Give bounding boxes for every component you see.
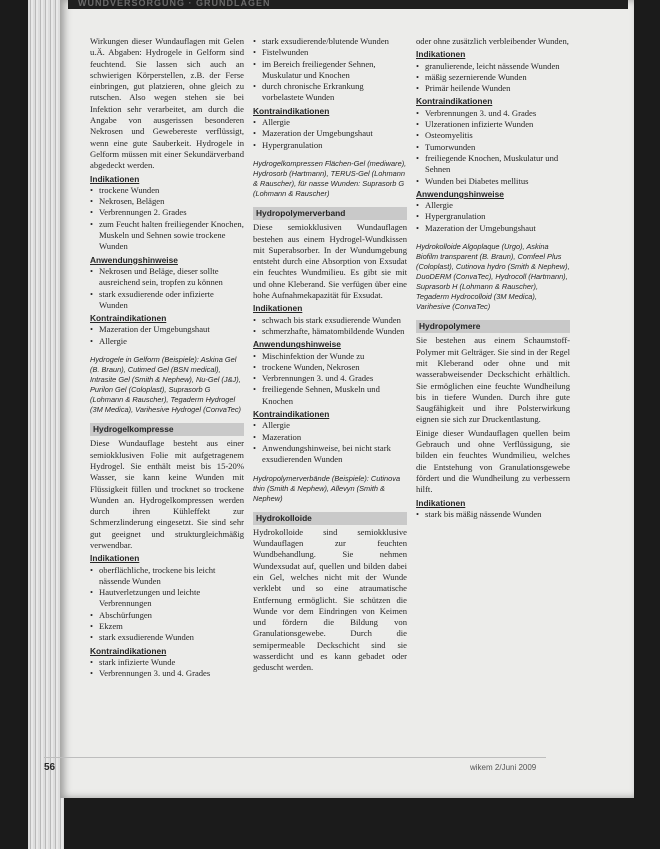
paragraph: Diese semiokklusiven Wundauflagen bestehen aus einem Hydrogel-Wundkissen mit Superabsorber. In der Wundumgebung entsteht durch eine Absorption von Exsudat ein feuchtes Wundmilieu. Es gibt sie mit und ohne Kleberand. Sie verfügen über eine hohe Aufnahmekapazität für Exsudat. bbox=[253, 222, 407, 301]
bullet-list bbox=[416, 108, 570, 187]
bullet-list bbox=[90, 324, 244, 347]
list-item: • Allergie bbox=[253, 117, 407, 128]
paragraph: oder ohne zusätzlich verbleibender Wunden, bbox=[416, 36, 569, 46]
section-heading: Hydropolymere bbox=[416, 320, 570, 333]
list-item: • freiliegende Knochen, Muskulatur und Sehnen bbox=[416, 153, 570, 176]
list-item: • Verbrennungen 3. und 4. Grades bbox=[416, 108, 570, 119]
section-label: Indikationen bbox=[90, 553, 140, 564]
list-item: • Allergie bbox=[253, 420, 407, 431]
section-label: Indikationen bbox=[90, 173, 140, 184]
list-item: • granulierende, leicht nässende Wunden bbox=[416, 61, 570, 72]
list-item: • Allergie bbox=[90, 336, 244, 347]
paragraph: Einige dieser Wundauflagen quellen beim Gebrauch und ohne Verflüssigung, sie bilden ein feuchtes Wundmilieu, welches die Entstehung von Granulationsgewebe fördert und die Wundheilung zu verbessern hilft. bbox=[416, 427, 570, 495]
list-item: • Hypergranulation bbox=[416, 211, 570, 222]
bullet-list bbox=[90, 266, 244, 311]
section-label: Indikationen bbox=[416, 49, 466, 60]
section-label: Indikationen bbox=[416, 497, 466, 508]
list-item: • mäßig sezernierende Wunden bbox=[416, 72, 570, 83]
list-item: • Hypergranulation bbox=[253, 140, 407, 151]
list-item: • Mischinfektion der Wunde zu bbox=[253, 351, 407, 362]
product-examples: Hydrokolloide Algoplaque (Urgo), Askina Biofilm transparent (B. Braun), Comfeel Plus (Coloplast), Cutinova hydro (Smith & Nephew), DuoDERM (ConvaTec), Hydrocoll (Hartmann), Suprasorb H (Lohmann & Rauscher), Tegaderm Hydrocolloid (3M Medica), Varihesive (ConvaTec) bbox=[416, 242, 570, 312]
list-item: • schmerzhafte, hämatombildende Wunden bbox=[253, 326, 407, 337]
section-label: Anwendungshinweise bbox=[416, 188, 504, 199]
paragraph: Hydrokolloide sind semiokklusive Wundauflagen zur feuchten Wundbehandlung. Sie nehmen Wundexsudat auf, quellen und bilden dabei ein Gel, welches nicht mit der Wunde verklebt und so eine atraumatische Entfernung ermöglicht. Sie schützen die Wunde vor dem Eindringen von Keimen und fördern die Bildung von Granulationsgewebe. Durch die semipermeable Deckschicht sind sie wasserdicht und es kann gebadet oder geduscht werden. bbox=[253, 526, 407, 673]
bullet-list bbox=[253, 36, 407, 104]
paragraph: Sie bestehen aus einem Schaumstoff-Polymer mit Gelträger. Sie sind in der Regel mit Kleberand oder ohne und mit wasserabweisender Deckschicht erhältlich. Sie ermöglichen eine feuchte Wundheilung bis in tiefere Wunden. Durch ihre gute Saugfähigkeit und ihre Polsterwirkung eignen sie sich zur Druckentlastung. bbox=[416, 335, 570, 425]
list-item: • schwach bis stark exsudierende Wunden bbox=[253, 315, 407, 326]
product-examples: Hydropolymerverbände (Beispiele): Cutinova thin (Smith & Nephew), Allevyn (Smith & Nephew) bbox=[253, 473, 401, 503]
list-item: • Mazeration bbox=[253, 432, 407, 443]
bullet-list bbox=[416, 509, 570, 520]
bullet-list bbox=[253, 315, 407, 338]
list-item: • Ulzerationen infizierte Wunden bbox=[416, 119, 570, 130]
section-heading: Hydropolymerverband bbox=[253, 207, 407, 220]
section-label: Kontraindikationen bbox=[253, 409, 330, 420]
bullet-list bbox=[416, 200, 570, 234]
section-label: Anwendungshinweise bbox=[90, 254, 178, 265]
list-item: • Abschürfungen bbox=[90, 610, 244, 621]
list-item: • zum Feucht halten freiliegender Knochen, Muskeln und Sehnen sowie trockene Wunden bbox=[90, 219, 244, 253]
list-item: • Tumorwunden bbox=[416, 142, 570, 153]
list-item: • Verbrennungen 2. Grades bbox=[90, 207, 244, 218]
list-item: • oberflächliche, trockene bis leicht nässende Wunden bbox=[90, 565, 244, 588]
list-item: • Fistelwunden bbox=[253, 47, 407, 58]
list-item: • stark exsudierende Wunden bbox=[90, 632, 244, 643]
list-item: • Mazeration der Umgebungshaut bbox=[416, 223, 570, 234]
list-item: • Nekrosen und Beläge, dieser sollte ausreichend sein, tropfen zu können bbox=[90, 266, 244, 289]
product-examples: Hydrogele in Gelform (Beispiele): Askina Gel (B. Braun), Cutimed Gel (BSN medical), Intrasite Gel (Smith & Nephew), Nu-Gel (J&J), Purilon Gel (Coloplast), Suprasorb G (Lohmann & Rauscher), Tegaderm Hydrogel (3M Medica), Varihesive Hydrogel (ConvaTec) bbox=[90, 355, 242, 415]
list-item: • Nekrosen, Belägen bbox=[90, 196, 244, 207]
section-heading: Hydrokolloide bbox=[253, 512, 407, 525]
list-item: • stark infizierte Wunde bbox=[90, 657, 244, 668]
paragraph: Wirkungen dieser Wundauflagen mit Gelen u.Ä. Abgaben: Hydrogele in Gelform sind feuchtend. Sie lassen sich auch an schwierigen Körperstellen, z.B. der Ferse einbringen, gut platzieren, ohne gleich zu rutschen. Also wegen stehen sie bei Infektion sehr verarbeitet, am durch die Angabe von ausgerissen besonderen Nekrosen und Gewebereste verflüssigt, wenn eine gute Sauberkeit. Hydrogele in Gelform müssen mit einer Sekundärverband abgedeckt werden. bbox=[90, 36, 244, 171]
section-label: Indikationen bbox=[253, 303, 303, 314]
bullet-list bbox=[90, 565, 244, 644]
list-item: • stark exsudierende oder infizierte Wunden bbox=[90, 289, 244, 312]
section-label: Kontraindikationen bbox=[416, 96, 493, 107]
list-item: • Ekzem bbox=[90, 621, 244, 632]
list-item: • Mazeration der Umgebungshaut bbox=[253, 128, 407, 139]
list-item: • Primär heilende Wunden bbox=[416, 83, 570, 94]
list-item: • Wunden bei Diabetes mellitus bbox=[416, 176, 570, 187]
list-item: • trockene Wunden, Nekrosen bbox=[253, 362, 407, 373]
paragraph: Diese Wundauflage besteht aus einer semiokklusiven Folie mit aufgetragenem Hydrogel. Sie enthält meist bis 15-20% Wasser, sie kann keine Wunden mit Flüssigkeit füllen und trocknet so trockene Wunden an. Hydrogelkompressen werden durch ihren Kühleffekt zur Schmerzlinderung eingesetzt. Sie sind sehr gut geeignet und strukturgleichmäßig verwendbar. bbox=[90, 438, 244, 550]
list-item: • stark exsudierende/blutende Wunden bbox=[253, 36, 407, 47]
running-header bbox=[68, 0, 628, 9]
product-examples: Hydrogelkompressen Flächen-Gel (mediware), Hydrosorb (Hartmann), TERUS-Gel (Lohmann & Rauscher), für nasse Wunden: Suprasorb G (Lohmann & Rauscher) bbox=[253, 158, 407, 198]
bullet-list bbox=[253, 420, 407, 465]
bullet-list bbox=[90, 185, 244, 253]
section-label: Kontraindikationen bbox=[90, 645, 167, 656]
section-label: Anwendungshinweise bbox=[253, 339, 341, 350]
section-heading: Hydrogelkompresse bbox=[90, 423, 244, 436]
list-item: • Verbrennungen 3. und 4. Grades bbox=[90, 668, 244, 679]
bullet-list bbox=[253, 117, 407, 151]
section-label: Kontraindikationen bbox=[253, 105, 330, 116]
section-label: Kontraindikationen bbox=[90, 313, 167, 324]
page-number: 56 bbox=[44, 762, 56, 773]
list-item: • im Bereich freiliegender Sehnen, Muskulatur und Knochen bbox=[253, 59, 407, 82]
list-item: • Verbrennungen 3. und 4. Grades bbox=[253, 373, 407, 384]
list-item: • freiliegende Sehnen, Muskeln und Knochen bbox=[253, 384, 407, 407]
bullet-list bbox=[90, 657, 244, 680]
list-item: • durch chronische Erkrankung vorbelastete Wunden bbox=[253, 81, 407, 104]
list-item: • trockene Wunden bbox=[90, 185, 244, 196]
column-3 bbox=[416, 36, 570, 522]
list-item: • stark bis mäßig nässende Wunden bbox=[416, 509, 570, 520]
list-item: • Hautverletzungen und leichte Verbrennungen bbox=[90, 587, 244, 610]
list-item: • Mazeration der Umgebungshaut bbox=[90, 324, 244, 335]
column-2 bbox=[253, 36, 407, 676]
book-page-edges bbox=[28, 0, 64, 849]
bullet-list bbox=[416, 61, 570, 95]
footer-source: wikem 2/Juni 2009 bbox=[470, 763, 537, 772]
list-item: • Allergie bbox=[416, 200, 570, 211]
footer-rule bbox=[44, 757, 546, 758]
list-item: • Anwendungshinweise, bei nicht stark exsudierenden Wunden bbox=[253, 443, 407, 466]
bullet-list bbox=[253, 351, 407, 407]
column-1 bbox=[90, 36, 244, 682]
list-item: • Osteomyelitis bbox=[416, 130, 570, 141]
book-page bbox=[60, 0, 634, 798]
running-header-text: WUNDVERSORGUNG · GRUNDLAGEN bbox=[78, 0, 271, 8]
